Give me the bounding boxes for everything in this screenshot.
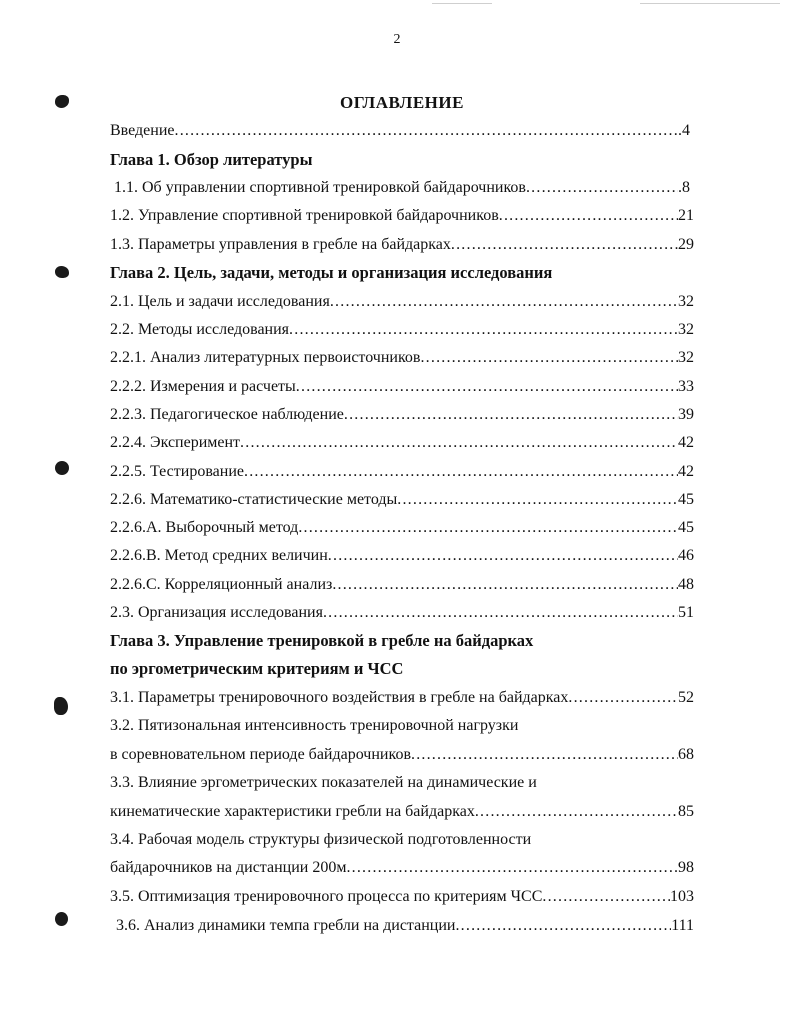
toc-entry[interactable]: 2.2.2. Измерения и расчеты ..... 33 xyxy=(110,377,694,397)
toc-entry[interactable]: в соревновательном периоде байдарочников ..... 68 xyxy=(110,745,694,765)
toc-entry[interactable]: 2.2.5. Тестирование ..... 42 xyxy=(110,462,694,482)
toc-entry[interactable]: 3.3. Влияние эргометрических показателей на динамические и xyxy=(110,774,537,791)
toc-chapter-heading[interactable]: по эргометрическим критериям и ЧСС xyxy=(110,659,404,678)
toc-entry[interactable]: байдарочников на дистанции 200м ..... 98 xyxy=(110,858,694,878)
toc-entry[interactable]: 1.3. Параметры управления в гребле на байдарках ..... 29 xyxy=(110,235,694,255)
toc-entry[interactable]: 2.2.1. Анализ литературных первоисточников ..... 32 xyxy=(110,348,694,368)
toc-title: ОГЛАВЛЕНИЕ xyxy=(340,93,464,112)
toc-entry[interactable]: 3.1. Параметры тренировочного воздействия в гребле на байдарках ..... 52 xyxy=(110,688,694,708)
toc-chapter-heading[interactable]: Глава 1. Обзор литературы xyxy=(110,150,313,169)
toc-entry[interactable]: 3.5. Оптимизация тренировочного процесса по критериям ЧСС ..... 103 xyxy=(110,887,694,907)
toc-entry[interactable]: 2.2.6.А. Выборочный метод ..... 45 xyxy=(110,518,694,538)
toc-entry[interactable]: 2.2.6.В. Метод средних величин ..... 46 xyxy=(110,546,694,566)
toc-entry[interactable]: 2.1. Цель и задачи исследования ..... 32 xyxy=(110,292,694,312)
toc-entry[interactable]: 2.2.4. Эксперимент ..... 42 xyxy=(110,433,694,453)
toc-entry[interactable]: 2.2.6. Математико-статистические методы ..... 45 xyxy=(110,490,694,510)
toc-entry[interactable]: 1.2. Управление спортивной тренировкой байдарочников ..... 21 xyxy=(110,206,694,226)
toc-entry[interactable]: 2.2.3. Педагогическое наблюдение ..... 39 xyxy=(110,405,694,425)
page-number: 2 xyxy=(393,32,401,47)
toc-entry[interactable]: 2.2.6.С. Корреляционный анализ ..... 48 xyxy=(110,575,694,595)
toc-chapter-heading[interactable]: Глава 2. Цель, задачи, методы и организация исследования xyxy=(110,263,553,282)
toc-entry[interactable]: 2.2. Методы исследования ..... 32 xyxy=(110,320,694,340)
toc-entry[interactable]: кинематические характеристики гребли на байдарках ..... 85 xyxy=(110,802,694,822)
toc-entry[interactable]: Введение ..... .4 xyxy=(110,121,690,141)
toc-entry[interactable]: 3.2. Пятизональная интенсивность тренировочной нагрузки xyxy=(110,717,519,734)
toc-entry[interactable]: 3.4. Рабочая модель структуры физической подготовленности xyxy=(110,831,532,848)
toc-entry[interactable]: 1.1. Об управлении спортивной тренировкой байдарочников ..... .8 xyxy=(114,178,690,198)
toc-entry[interactable]: 3.6. Анализ динамики темпа гребли на дистанции ..... 111 xyxy=(116,916,694,936)
toc-entry[interactable]: 2.3. Организация исследования ..... 51 xyxy=(110,603,694,623)
toc-chapter-heading[interactable]: Глава 3. Управление тренировкой в гребле на байдарках xyxy=(110,631,534,650)
